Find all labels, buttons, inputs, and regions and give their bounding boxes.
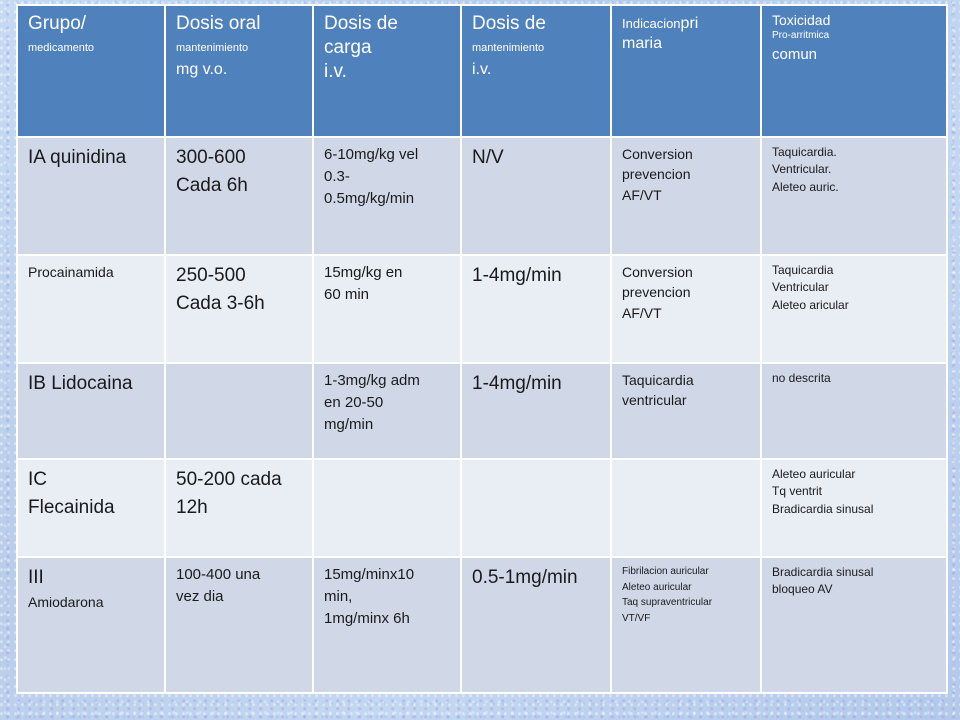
cell-indication	[611, 459, 761, 557]
cell-oral-dose: 100-400 una vez dia	[165, 557, 313, 693]
header-group-sub: medicamento	[28, 41, 95, 54]
cell-loading-dose: 15mg/minx10 min, 1mg/minx 6h	[313, 557, 461, 693]
cell-loading-dose	[313, 459, 461, 557]
header-maintenance-iv	[461, 5, 611, 137]
header-oral-sub: mantenimiento	[176, 41, 249, 54]
cell-group: IC Flecainida	[17, 459, 165, 557]
table-row	[17, 363, 947, 459]
header-oral-unit: mg v.o.	[176, 60, 228, 78]
cell-indication: Taquicardia ventricular	[611, 363, 761, 459]
cell-loading-dose: 15mg/kg en 60 min	[313, 255, 461, 363]
header-toxicity-sub: Pro-arritmica	[772, 29, 830, 41]
table-row	[17, 255, 947, 363]
cell-group: IB Lidocaina	[17, 363, 165, 459]
header-indication-line1-end: pri	[680, 15, 699, 32]
cell-toxicity: Taquicardia. Ventricular. Aleteo auric.	[761, 137, 947, 255]
header-maintenance-sub: mantenimiento	[472, 41, 545, 54]
header-indication-line2: maria	[622, 35, 663, 52]
table-row	[17, 137, 947, 255]
header-loading-line3: i.v.	[324, 60, 347, 82]
header-toxicity-title: Toxicidad	[772, 12, 831, 28]
table-row	[17, 557, 947, 693]
table-row	[17, 459, 947, 557]
antiarrhythmic-drug-table	[16, 4, 948, 694]
cell-maintenance-iv: N/V	[461, 137, 611, 255]
header-toxicity	[761, 5, 947, 137]
cell-oral-dose	[165, 363, 313, 459]
cell-maintenance-iv	[461, 459, 611, 557]
header-group	[17, 5, 165, 137]
header-oral-title: Dosis oral	[176, 13, 261, 34]
header-maintenance-unit: i.v.	[472, 60, 492, 78]
cell-toxicity: Taquicardia Ventricular Aleteo aricular	[761, 255, 947, 363]
header-toxicity-line3: comun	[772, 46, 818, 63]
cell-indication: Fibrilacion auricular Aleteo auricular Taq supraventricular VT/VF	[611, 557, 761, 693]
cell-toxicity: Bradicardia sinusal bloqueo AV	[761, 557, 947, 693]
header-loading-dose	[313, 5, 461, 137]
cell-oral-dose: 50-200 cada 12h	[165, 459, 313, 557]
cell-oral-dose: 300-600 Cada 6h	[165, 137, 313, 255]
header-indication-prefix: Indicacion	[622, 16, 681, 31]
cell-maintenance-iv: 0.5-1mg/min	[461, 557, 611, 693]
cell-maintenance-iv: 1-4mg/min	[461, 363, 611, 459]
header-row	[17, 5, 947, 137]
cell-maintenance-iv: 1-4mg/min	[461, 255, 611, 363]
cell-toxicity: Aleteo auricular Tq ventrit Bradicardia sinusal	[761, 459, 947, 557]
header-group-title: Grupo/	[28, 13, 87, 34]
header-oral-dose	[165, 5, 313, 137]
cell-loading-dose: 1-3mg/kg adm en 20-50 mg/min	[313, 363, 461, 459]
header-loading-line2: carga	[324, 36, 372, 58]
cell-oral-dose: 250-500 Cada 3-6h	[165, 255, 313, 363]
cell-group: III Amiodarona	[17, 557, 165, 693]
cell-group: IA quinidina	[17, 137, 165, 255]
cell-loading-dose: 6-10mg/kg vel 0.3- 0.5mg/kg/min	[313, 137, 461, 255]
cell-indication: Conversion prevencion AF/VT	[611, 137, 761, 255]
header-indication	[611, 5, 761, 137]
cell-toxicity: no descrita	[761, 363, 947, 459]
cell-indication: Conversion prevencion AF/VT	[611, 255, 761, 363]
header-loading-line1: Dosis de	[324, 13, 398, 34]
header-maintenance-title: Dosis de	[472, 13, 546, 34]
cell-group: Procainamida	[17, 255, 165, 363]
